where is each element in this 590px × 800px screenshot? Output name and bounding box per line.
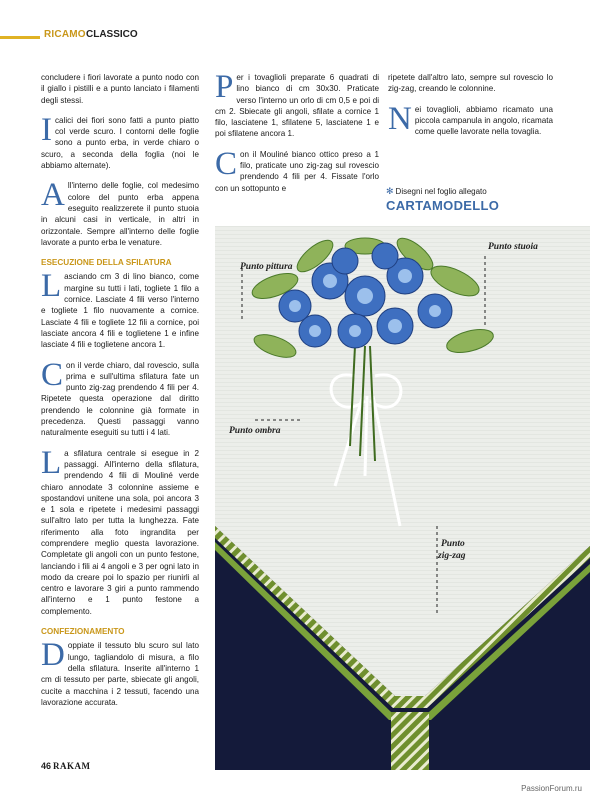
magazine-name: RAKAM: [53, 761, 91, 771]
drop-cap: I: [41, 111, 52, 148]
paragraph: Per i tovaglioli preparate 6 quadrati di lino bianco di cm 30x30. Praticate verso l'interno un orlo di cm 0,5 e poi di cm 2. Sbiecate gli angoli, sfilate a cornice 1 filo, lasciatene 1, sfilatene 5, lasciatene 1 e poi sfilatene ancora 1.: [215, 69, 379, 139]
paragraph: Nei tovaglioli, abbiamo ricamato una piccola campanula in angolo, ricamata come quelle lavorate nella tovaglia.: [388, 100, 553, 137]
callout-punto-ombra: Punto ombra: [229, 426, 281, 436]
text-column-3: [388, 72, 553, 146]
paragraph: Con il verde chiaro, dal rovescio, sulla prima e sull'ultima sfilatura fate un punto zig-zag prendendo 4 fili per 4. Ripetete questa operazione dal diritto prendendo le colonnine già formate in precedenza. Questi passaggi vanno naturalmente eseguiti su tutti i 4 lati.: [41, 356, 199, 438]
text-column-1: [41, 72, 199, 717]
paragraph: All'interno delle foglie, col medesimo colore del punto erba appena eseguito realizzerete il punto stuoia in alcuni casi in verticale, in altri in orizzontale. Sempre all'interno delle foglie lavorate a punto erba le venature.: [41, 177, 199, 247]
drop-cap: P: [215, 69, 234, 105]
callout-punto-stuoia: Punto stuoia: [488, 242, 538, 252]
drop-cap: L: [41, 444, 62, 481]
section-header: [0, 26, 140, 48]
header-section: RICAMO: [44, 29, 86, 40]
page-number: 46: [41, 761, 52, 771]
paragraph: Icalici dei fiori sono fatti a punto piatto col verde scuro. I contorni delle foglie sono a punto erba, in verde chiaro o scuro, a seconda della foglia (noi le abbiamo alternate).: [41, 111, 199, 171]
paragraph: Lasciando cm 3 di lino bianco, come margine su tutti i lati, togliete 1 filo a cornice. Lasciate 4 fili verso l'interno e togliete 1 filo nuovamente a cornice. Lasciate 4 fili e togliete 12 fili a cornice, poi lasciate ancora 4 fili e toglietene 1 e infine lasciate 4 fili e toglietene ancora 1.: [41, 268, 199, 350]
drop-cap: L: [41, 268, 62, 305]
section-heading: CONFEZIONAMENTO: [41, 627, 125, 637]
drop-cap: N: [388, 100, 412, 137]
drop-cap: A: [41, 177, 65, 214]
paragraph: concludere i fiori lavorate a punto nodo con il giallo i pistilli e a punto lanciato i filamenti degli stessi.: [41, 73, 199, 105]
paragraph: ripetete dall'altro lato, sempre sul rovescio lo zig-zag, creando le colonnine.: [388, 73, 553, 94]
watermark: PassionForum.ru: [521, 784, 582, 793]
pattern-note: Disegni nel foglio allegato: [395, 187, 487, 196]
paragraph: Doppiate il tessuto blu scuro sul lato lungo, tagliandolo di misura, a filo della sfilatura. Inserite all'interno 1 cm di tessuto per parte, sbiecate gli angoli, cucite a macchina i 2 tessuti, facendo una lavorazione accurata.: [41, 637, 199, 707]
pattern-reference: [386, 186, 556, 213]
pattern-label: CARTAMODELLO: [386, 198, 500, 213]
callout-punto-pittura: Punto pittura: [240, 262, 293, 272]
page-footer: [41, 761, 91, 771]
paragraph: La sfilatura centrale si esegue in 2 passaggi. All'interno della sfilatura, prendendo 4 fili di Mouliné verde chiaro annodate 3 colonnine assieme e spostandovi unitene una sola, poi ancora 3 e 1 sola e ripetete i medesimi passaggi sull'altro lato per tutta la lunghezza. Fate riferimento alla foto ingrandita per comprendere meglio questa lavorazione. Completate gli angoli con un punto festone, lanciando i fili ai 4 angoli e 3 per ogni lato in modo da creare poi lo spazio per riunirli al centro e lavorare 3 giri a punto rammendo all'interno e 1 punto festone a complemento.: [41, 444, 199, 616]
corner-hem: [391, 712, 429, 770]
drop-cap: C: [41, 356, 64, 393]
callout-punto-zigzag-2: zig-zag: [438, 551, 466, 561]
drop-cap: D: [41, 637, 65, 674]
paragraph: Con il Mouliné bianco ottico preso a 1 filo, praticate uno zig-zag sul rovescio prendendo 4 fili per 4. Fissate l'orlo con un sottopunto e: [215, 145, 379, 193]
header-subsection: CLASSICO: [86, 29, 138, 40]
callout-punto-zigzag-1: Punto: [441, 539, 465, 549]
text-column-2: [215, 69, 379, 203]
embroidery-photo: [215, 226, 590, 770]
snowflake-icon: ✻: [386, 186, 394, 196]
header-accent-bar: [0, 36, 40, 39]
section-heading: ESECUZIONE DELLA SFILATURA: [41, 258, 172, 268]
drop-cap: C: [215, 145, 238, 182]
